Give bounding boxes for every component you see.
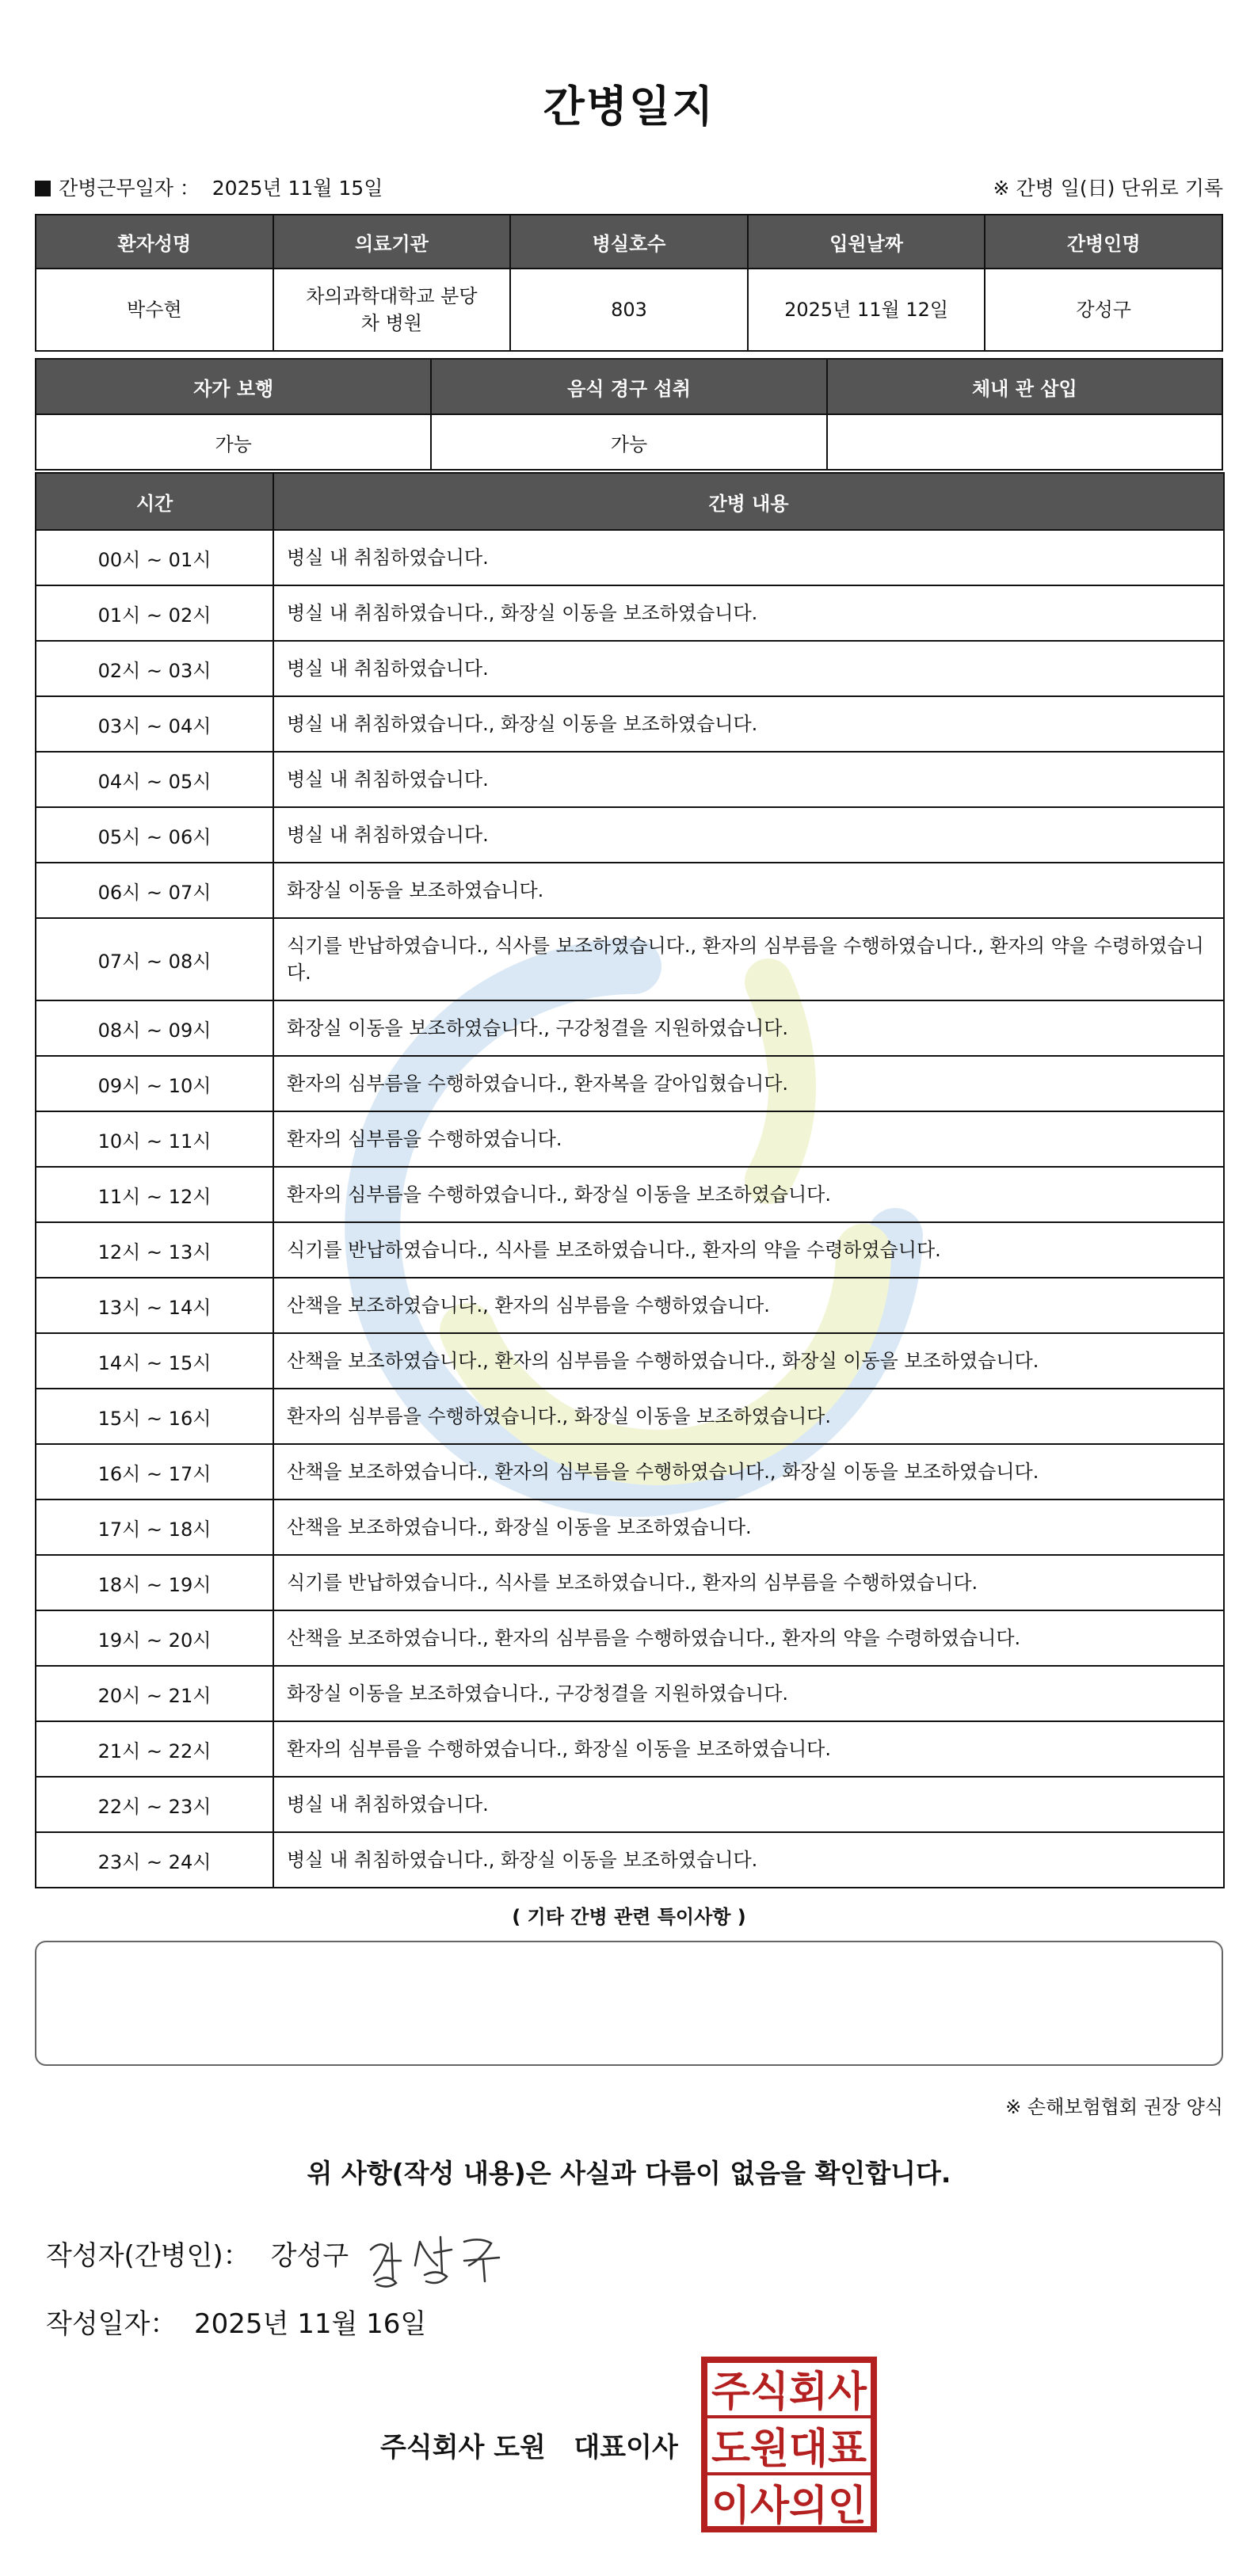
time-cell: 04시 ~ 05시 — [36, 752, 273, 807]
table-row — [36, 1721, 1224, 1777]
time-cell: 10시 ~ 11시 — [36, 1111, 273, 1167]
table-row — [36, 1056, 1224, 1111]
header-room: 병실호수 — [510, 215, 748, 269]
care-content-cell: 식기를 반납하였습니다., 식사를 보조하였습니다., 환자의 심부름을 수행하였습니다. — [273, 1555, 1224, 1610]
company-seal-stamp — [701, 2357, 877, 2532]
table-row — [36, 696, 1224, 752]
header-caregiver: 간병인명 — [985, 215, 1222, 269]
caregiver-name: 강성구 — [985, 269, 1222, 351]
work-date-value: 2025년 11월 15일 — [212, 177, 383, 200]
time-cell: 13시 ~ 14시 — [36, 1278, 273, 1333]
care-content-cell: 병실 내 취침하였습니다. — [273, 530, 1224, 585]
writer-line — [46, 2234, 349, 2273]
work-date — [35, 173, 383, 201]
confirmation-statement: 위 사항(작성 내용)은 사실과 다름이 없음을 확인합니다. — [307, 2158, 951, 2189]
time-cell: 09시 ~ 10시 — [36, 1056, 273, 1111]
writing-date-line — [46, 2302, 426, 2341]
care-content-cell: 병실 내 취침하였습니다., 화장실 이동을 보조하였습니다. — [273, 696, 1224, 752]
table-row — [36, 1444, 1224, 1499]
table-row — [36, 530, 1224, 585]
document-title: 간병일지 — [543, 82, 715, 131]
time-cell: 03시 ~ 04시 — [36, 696, 273, 752]
table-row — [36, 1333, 1224, 1389]
self-walking-value: 가능 — [36, 414, 431, 470]
svg-text:이사의인: 이사의인 — [711, 2483, 867, 2530]
care-content-cell: 환자의 심부름을 수행하였습니다., 화장실 이동을 보조하였습니다. — [273, 1389, 1224, 1444]
time-cell: 19시 ~ 20시 — [36, 1610, 273, 1666]
writer-name: 강성구 — [270, 2240, 349, 2272]
table-row — [36, 1278, 1224, 1333]
care-content-cell: 식기를 반납하였습니다., 식사를 보조하였습니다., 환자의 약을 수령하였습니다. — [273, 1222, 1224, 1278]
oral-intake-value: 가능 — [431, 414, 826, 470]
meta-row — [35, 173, 1223, 204]
time-cell: 14시 ~ 15시 — [36, 1333, 273, 1389]
care-content-cell: 병실 내 취침하였습니다., 화장실 이동을 보조하였습니다. — [273, 1832, 1224, 1888]
patient-info-table — [35, 214, 1223, 352]
time-cell: 06시 ~ 07시 — [36, 863, 273, 918]
time-cell: 23시 ~ 24시 — [36, 1832, 273, 1888]
table-row — [36, 807, 1224, 863]
time-cell: 21시 ~ 22시 — [36, 1721, 273, 1777]
table-row — [36, 918, 1224, 1000]
table-row — [36, 585, 1224, 641]
care-content-cell: 산책을 보조하였습니다., 환자의 심부름을 수행하였습니다. — [273, 1278, 1224, 1333]
writing-date-label: 작성일자： — [46, 2308, 177, 2340]
care-content-cell: 환자의 심부름을 수행하였습니다., 화장실 이동을 보조하였습니다. — [273, 1167, 1224, 1222]
care-log-body — [36, 530, 1224, 1888]
care-content-cell: 화장실 이동을 보조하였습니다., 구강청결을 지원하였습니다. — [273, 1666, 1224, 1721]
header-tube-insertion: 체내 관 삽입 — [827, 359, 1222, 414]
table-row — [36, 1111, 1224, 1167]
handwritten-signature — [364, 2226, 523, 2289]
time-cell: 00시 ~ 01시 — [36, 530, 273, 585]
care-content-cell: 산책을 보조하였습니다., 환자의 심부름을 수행하였습니다., 화장실 이동을 보조하였습니다. — [273, 1444, 1224, 1499]
admission-date: 2025년 11월 12일 — [748, 269, 985, 351]
notes-title: ( 기타 간병 관련 특이사항 ) — [512, 1906, 746, 1928]
header-care-content: 간병 내용 — [273, 473, 1224, 530]
table-row — [36, 1555, 1224, 1610]
header-hospital: 의료기관 — [273, 215, 511, 269]
time-cell: 22시 ~ 23시 — [36, 1777, 273, 1832]
time-cell: 02시 ~ 03시 — [36, 641, 273, 696]
care-content-cell: 환자의 심부름을 수행하였습니다., 화장실 이동을 보조하였습니다. — [273, 1721, 1224, 1777]
time-cell: 07시 ~ 08시 — [36, 918, 273, 1000]
table-row — [36, 1000, 1224, 1056]
care-content-cell: 병실 내 취침하였습니다., 화장실 이동을 보조하였습니다. — [273, 585, 1224, 641]
care-content-cell: 식기를 반납하였습니다., 식사를 보조하였습니다., 환자의 심부름을 수행하였습니다., 환자의 약을 수령하였습니다. — [273, 918, 1224, 1000]
form-note: ※ 손해보험협회 권장 양식 — [1005, 2096, 1223, 2118]
time-cell: 18시 ~ 19시 — [36, 1555, 273, 1610]
care-content-cell: 병실 내 취침하였습니다. — [273, 1777, 1224, 1832]
writing-date-value: 2025년 11월 16일 — [194, 2308, 427, 2340]
table-row — [36, 1499, 1224, 1555]
care-content-cell: 산책을 보조하였습니다., 화장실 이동을 보조하였습니다. — [273, 1499, 1224, 1555]
care-log-table — [35, 472, 1225, 1888]
care-content-cell: 환자의 심부름을 수행하였습니다. — [273, 1111, 1224, 1167]
work-date-label: 간병근무일자 ： — [59, 177, 200, 200]
header-oral-intake: 음식 경구 섭취 — [431, 359, 826, 414]
room-number: 803 — [510, 269, 748, 351]
table-row — [36, 1610, 1224, 1666]
time-cell: 12시 ~ 13시 — [36, 1222, 273, 1278]
time-cell: 01시 ~ 02시 — [36, 585, 273, 641]
table-row — [36, 1167, 1224, 1222]
company-representative: 주식회사 도원 대표이사 — [380, 2432, 678, 2464]
care-content-cell: 화장실 이동을 보조하였습니다., 구강청결을 지원하였습니다. — [273, 1000, 1224, 1056]
time-cell: 11시 ~ 12시 — [36, 1167, 273, 1222]
table-row — [36, 1222, 1224, 1278]
header-admission-date: 입원날짜 — [748, 215, 985, 269]
svg-text:도원대표: 도원대표 — [711, 2425, 867, 2473]
table-row — [36, 1777, 1224, 1832]
table-row — [36, 1389, 1224, 1444]
hospital-name: 차의과학대학교 분당차 병원 — [273, 269, 511, 351]
svg-text:주식회사: 주식회사 — [711, 2368, 867, 2416]
time-cell: 20시 ~ 21시 — [36, 1666, 273, 1721]
square-bullet-icon — [35, 181, 51, 196]
ability-table — [35, 358, 1223, 471]
header-time: 시간 — [36, 473, 273, 530]
tube-insertion-value — [827, 414, 1222, 470]
time-cell: 16시 ~ 17시 — [36, 1444, 273, 1499]
time-cell: 05시 ~ 06시 — [36, 807, 273, 863]
time-cell: 17시 ~ 18시 — [36, 1499, 273, 1555]
table-row — [36, 641, 1224, 696]
care-content-cell: 환자의 심부름을 수행하였습니다., 환자복을 갈아입혔습니다. — [273, 1056, 1224, 1111]
table-row — [36, 1832, 1224, 1888]
header-patient-name: 환자성명 — [36, 215, 273, 269]
unit-note: ※ 간병 일(日) 단위로 기록 — [993, 177, 1223, 200]
care-content-cell: 병실 내 취침하였습니다. — [273, 641, 1224, 696]
care-content-cell: 산책을 보조하였습니다., 환자의 심부름을 수행하였습니다., 화장실 이동을 보조하였습니다. — [273, 1333, 1224, 1389]
care-content-cell: 병실 내 취침하였습니다. — [273, 752, 1224, 807]
time-cell: 15시 ~ 16시 — [36, 1389, 273, 1444]
table-row — [36, 752, 1224, 807]
notes-box — [35, 1941, 1223, 2066]
care-content-cell: 병실 내 취침하였습니다. — [273, 807, 1224, 863]
writer-label: 작성자(간병인)： — [46, 2240, 250, 2272]
table-row — [36, 1666, 1224, 1721]
care-content-cell: 화장실 이동을 보조하였습니다. — [273, 863, 1224, 918]
table-row — [36, 863, 1224, 918]
patient-name: 박수현 — [36, 269, 273, 351]
header-self-walking: 자가 보행 — [36, 359, 431, 414]
time-cell: 08시 ~ 09시 — [36, 1000, 273, 1056]
care-content-cell: 산책을 보조하였습니다., 환자의 심부름을 수행하였습니다., 환자의 약을 수령하였습니다. — [273, 1610, 1224, 1666]
